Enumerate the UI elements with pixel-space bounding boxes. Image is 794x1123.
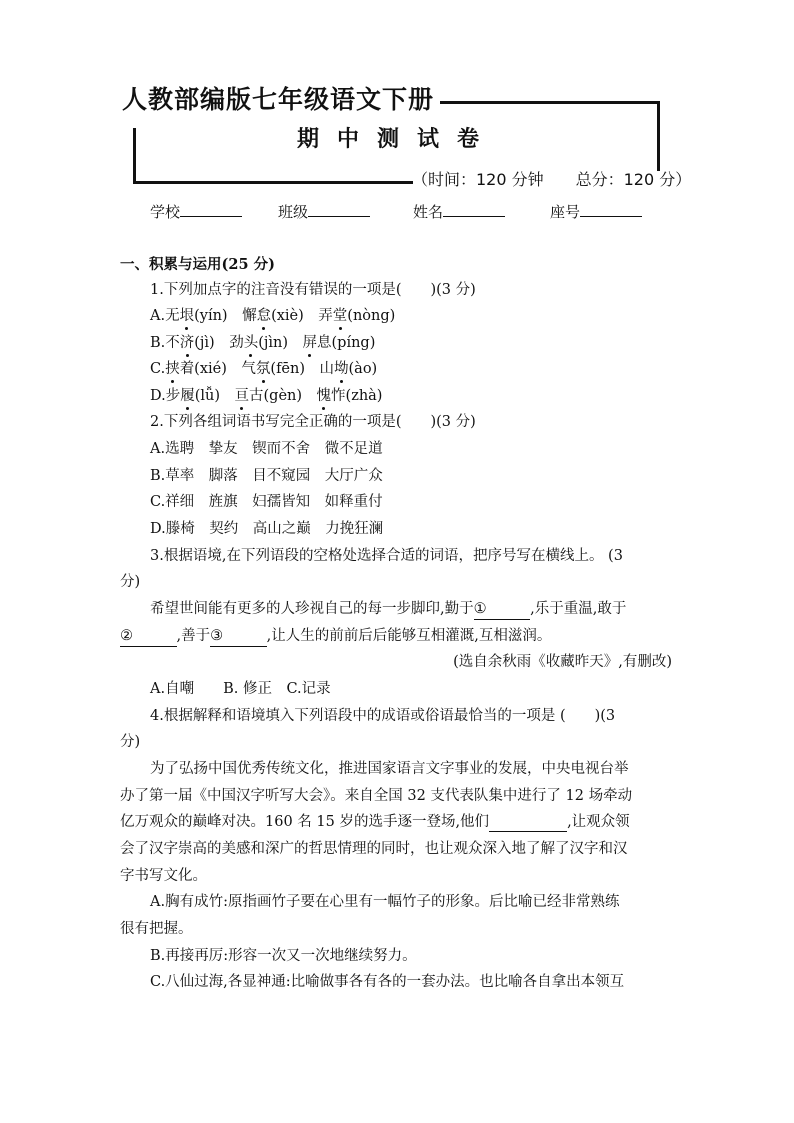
q3-options[interactable]: A.自嘲 B. 修正 C.记录 [150, 681, 331, 697]
q1-option-d[interactable]: D.步履(lǚ) 亘古(gèn) 愧怍(zhà) [150, 388, 383, 404]
seat-label: 座号 [550, 203, 581, 221]
q4-option-c[interactable]: C.八仙过海,各显神通:比喻做事各有各的一套办法。也比喻各自拿出本领互 [150, 974, 625, 990]
header-rule-bottom [133, 181, 413, 184]
q3-blank-3[interactable]: ③ [210, 626, 267, 647]
q2-stem: 2.下列各组词语书写完全正确的一项是( )(3 分) [150, 414, 476, 430]
seat-blank[interactable] [580, 202, 642, 217]
q1-stem: 1.下列加点字的注音没有错误的一项是( )(3 分) [150, 282, 476, 298]
class-blank[interactable] [308, 202, 370, 217]
dotted-char: 济 [179, 335, 195, 351]
q2-option-d[interactable]: D.滕椅 契约 高山之巅 力挽狂澜 [150, 521, 384, 537]
dotted-char: 怠 [256, 308, 272, 324]
dotted-char: 履 [180, 388, 195, 404]
dotted-char: 屏 [302, 335, 318, 351]
dotted-char: 垠 [179, 308, 195, 324]
name-label: 姓名 [413, 203, 444, 221]
q4-passage-line3: 亿万观众的巅峰对决。160 名 15 岁的选手逐一登场,他们 ,让观众领 [120, 814, 630, 830]
q4-option-a-cont: 很有把握。 [120, 921, 193, 937]
exam-subtitle: 期中测试卷 [296, 127, 497, 152]
q3-blank-1[interactable]: ① [474, 599, 531, 620]
q2-option-c[interactable]: C.祥细 旌旗 妇孺皆知 如释重付 [150, 494, 383, 510]
q1-option-a[interactable]: A.无垠(yín) 懈怠(xiè) 弄堂(nòng) [150, 308, 396, 324]
school-label: 学校 [150, 203, 181, 221]
school-blank[interactable] [180, 202, 242, 217]
q4-stem-cont: 分) [120, 734, 141, 750]
q4-passage-line1: 为了弘扬中国优秀传统文化，推进国家语言文字事业的发展，中央电视台举 [150, 761, 629, 777]
q3-stem: 3.根据语境,在下列语段的空格处选择合适的词语，把序号写在横线上。 (3 [150, 548, 623, 564]
q4-option-b[interactable]: B.再接再厉:形容一次又一次地继续努力。 [150, 948, 417, 964]
header-rule-top [440, 101, 660, 104]
name-blank[interactable] [443, 202, 505, 217]
name-field[interactable] [413, 201, 505, 222]
q1-option-b[interactable]: B.不济(jì) 劲头(jìn) 屏息(píng) [150, 335, 376, 351]
q2-option-a[interactable]: A.选聘 挚友 锲而不舍 微不足道 [150, 441, 383, 457]
exam-series-title: 人教部编版七年级语文下册 [122, 85, 435, 114]
class-field[interactable] [278, 201, 370, 222]
q4-passage-line2: 办了第一届《中国汉字听写大会》。来自全国 32 支代表队集中进行了 12 场牵动 [120, 788, 633, 804]
dotted-char: 坳 [334, 361, 349, 377]
seat-field[interactable] [550, 201, 642, 222]
time-score-info: （时间：120 分钟 总分：120 分） [412, 170, 692, 189]
school-field[interactable] [150, 201, 242, 222]
q3-stem-cont: 分) [120, 574, 141, 590]
q3-passage-line1: 希望世间能有更多的人珍视自己的每一步脚印,勤于① ,乐于重温,敢于 [150, 599, 626, 620]
q4-passage-line4: 会了汉字崇高的美感和深广的哲思情理的同时，也让观众深入地了解了汉字和汉 [120, 841, 628, 857]
dotted-char: 氛 [255, 361, 271, 377]
dotted-char: 头 [243, 335, 259, 351]
dotted-char: 堂 [332, 308, 348, 324]
q1-option-c[interactable]: C.挟着(xié) 气氛(fēn) 山坳(ào) [150, 361, 378, 377]
dotted-char: 亘 [234, 388, 250, 404]
q4-blank[interactable] [489, 815, 567, 832]
q3-source: (选自余秋雨《收藏昨天》,有删改) [453, 654, 672, 670]
q3-blank-2[interactable]: ② [120, 626, 177, 647]
dotted-char: 愧 [316, 388, 332, 404]
q3-passage-line2: ② ,善于③ ,让人生的前前后后能够互相灌溉,互相滋润。 [120, 626, 551, 647]
q4-stem: 4.根据解释和语境填入下列语段中的成语或俗语最恰当的一项是 ( )(3 [150, 708, 616, 724]
class-label: 班级 [278, 203, 309, 221]
section-heading: 一、积累与运用(25 分) [120, 256, 275, 273]
dotted-char: 挟 [165, 361, 180, 377]
q4-passage-line5: 字书写文化。 [120, 868, 207, 884]
q4-option-a[interactable]: A.胸有成竹:原指画竹子要在心里有一幅竹子的形象。后比喻已经非常熟练 [150, 894, 620, 910]
q2-option-b[interactable]: B.草率 脚落 目不窥园 大厅广众 [150, 468, 383, 484]
